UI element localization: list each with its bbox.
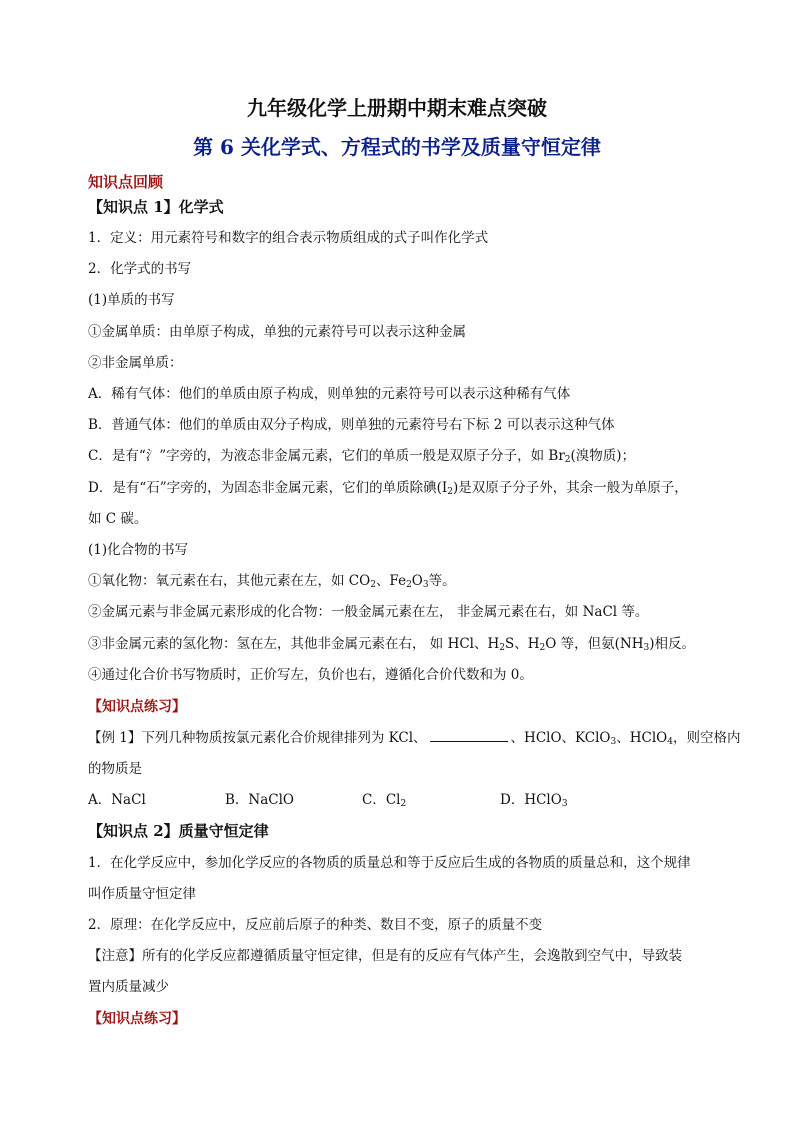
- example-1-stem: [88, 728, 740, 748]
- kp1-text: (溴物质)；: [570, 448, 636, 464]
- subscript: 2: [406, 580, 412, 590]
- subscript: 2: [400, 799, 407, 809]
- kp2-line: 2．原理：在化学反应中，反应前后原子的种类、数目不变，原子的质量不变: [88, 917, 543, 933]
- section-review-heading: 知识点回顾: [88, 173, 164, 191]
- kp1-line: A．稀有气体：他们的单质由原子构成，则单独的元素符号可以表示这种稀有气体: [88, 386, 571, 402]
- kp1-line: ②金属元素与非金属元素形成的化合物：一般金属元素在左， 非金属元素在右，如 NaCl 等。: [88, 604, 649, 620]
- kp1-line: [88, 478, 688, 498]
- kp1-line: 1．定义：用元素符号和数字的组合表示物质组成的式子叫作化学式: [88, 230, 489, 246]
- option-b[interactable]: B．NaClO: [225, 792, 294, 808]
- subscript: 2: [447, 487, 453, 497]
- example-1-stem-continued: 的物质是: [88, 761, 142, 777]
- answer-options: [0, 790, 794, 812]
- kp1-text: )是双原子分子外，其余一般为单原子，: [452, 480, 688, 496]
- kp1-text: 、Fe: [375, 573, 407, 589]
- subscript: 2: [499, 643, 506, 653]
- answer-blank[interactable]: [430, 730, 508, 742]
- kp1-heading: 【知识点 1】化学式: [88, 198, 224, 216]
- option-d[interactable]: [500, 790, 568, 810]
- document-title: 九年级化学上册期中期末难点突破: [247, 96, 547, 120]
- subscript: 3: [643, 643, 650, 653]
- kp1-line: [88, 571, 456, 591]
- subscript: 2: [564, 455, 571, 465]
- kp2-line: 叫作质量守恒定律: [88, 886, 196, 902]
- kp1-line: ①金属单质：由单原子构成，单独的元素符号可以表示这种金属: [88, 324, 466, 340]
- kp1-text: C．是有“氵”字旁的，为液态非金属元素，它们的单质一般是双原子分子，如 Br: [88, 448, 565, 464]
- example-text: 【例 1】下列几种物质按氯元素化合价规律排列为 KCl、: [88, 730, 427, 746]
- subscript: 3: [561, 799, 568, 809]
- kp2-note: 【注意】所有的化学反应都遵循质量守恒定律，但是有的反应有气体产生，会逸散到空气中，导致装: [88, 948, 682, 964]
- kp1-text: 等。: [428, 573, 456, 589]
- option-d-text: D．HClO: [500, 792, 562, 808]
- kp1-line: 如 C 碳。: [88, 511, 148, 527]
- practice-label: 【知识点练习】: [88, 1011, 186, 1027]
- kp2-heading: 【知识点 2】质量守恒定律: [88, 822, 269, 840]
- kp1-text: ③非金属元素的氢化物：氢在左，其他非金属元素在右， 如 HCl、H: [88, 636, 500, 652]
- kp1-line: (1)单质的书写: [88, 292, 175, 308]
- kp1-line: [88, 446, 635, 466]
- example-text: 、HClO、KClO: [510, 730, 611, 746]
- subscript: 2: [370, 580, 376, 590]
- kp1-text: D．是有“石”字旁的，为固态非金属元素，它们的单质除碘(I: [88, 480, 448, 496]
- subscript: 4: [667, 737, 673, 747]
- option-a[interactable]: A．NaCl: [88, 792, 146, 808]
- kp1-text: S、H: [505, 636, 540, 652]
- kp1-text: )相反。: [649, 636, 696, 652]
- kp1-text: ①氧化物：氧元素在右，其他元素在左，如 CO: [88, 573, 371, 589]
- kp1-text: O: [411, 573, 423, 589]
- subscript: 3: [422, 580, 429, 590]
- kp2-line: 1．在化学反应中，参加化学反应的各物质的质量总和等于反应后生成的各物质的质量总和，这个规律: [88, 855, 691, 871]
- kp1-text: O 等，但氨(NH: [545, 636, 644, 652]
- kp2-note-continued: 置内质量减少: [88, 979, 169, 995]
- kp1-line: 2．化学式的书写: [88, 261, 192, 277]
- kp1-line: [88, 634, 695, 654]
- option-c[interactable]: [362, 790, 406, 810]
- kp1-line: (1)化合物的书写: [88, 542, 189, 558]
- example-text: 、HClO: [616, 730, 668, 746]
- kp1-line: ④通过化合价书写物质时，正价写左，负价也右，遵循化合价代数和为 0。: [88, 667, 533, 683]
- practice-label: 【知识点练习】: [88, 699, 186, 715]
- kp1-line: B．普通气体：他们的单质由双分子构成，则单独的元素符号右下标 2 可以表示这种气体: [88, 417, 615, 433]
- kp1-line: ②非金属单质：: [88, 355, 183, 371]
- document-subtitle: 第 6 关化学式、方程式的书学及质量守恒定律: [193, 135, 601, 159]
- example-text: ，则空格内: [672, 730, 741, 746]
- subscript: 2: [539, 643, 546, 653]
- subscript: 3: [610, 737, 617, 747]
- option-c-text: C．Cl: [362, 792, 401, 808]
